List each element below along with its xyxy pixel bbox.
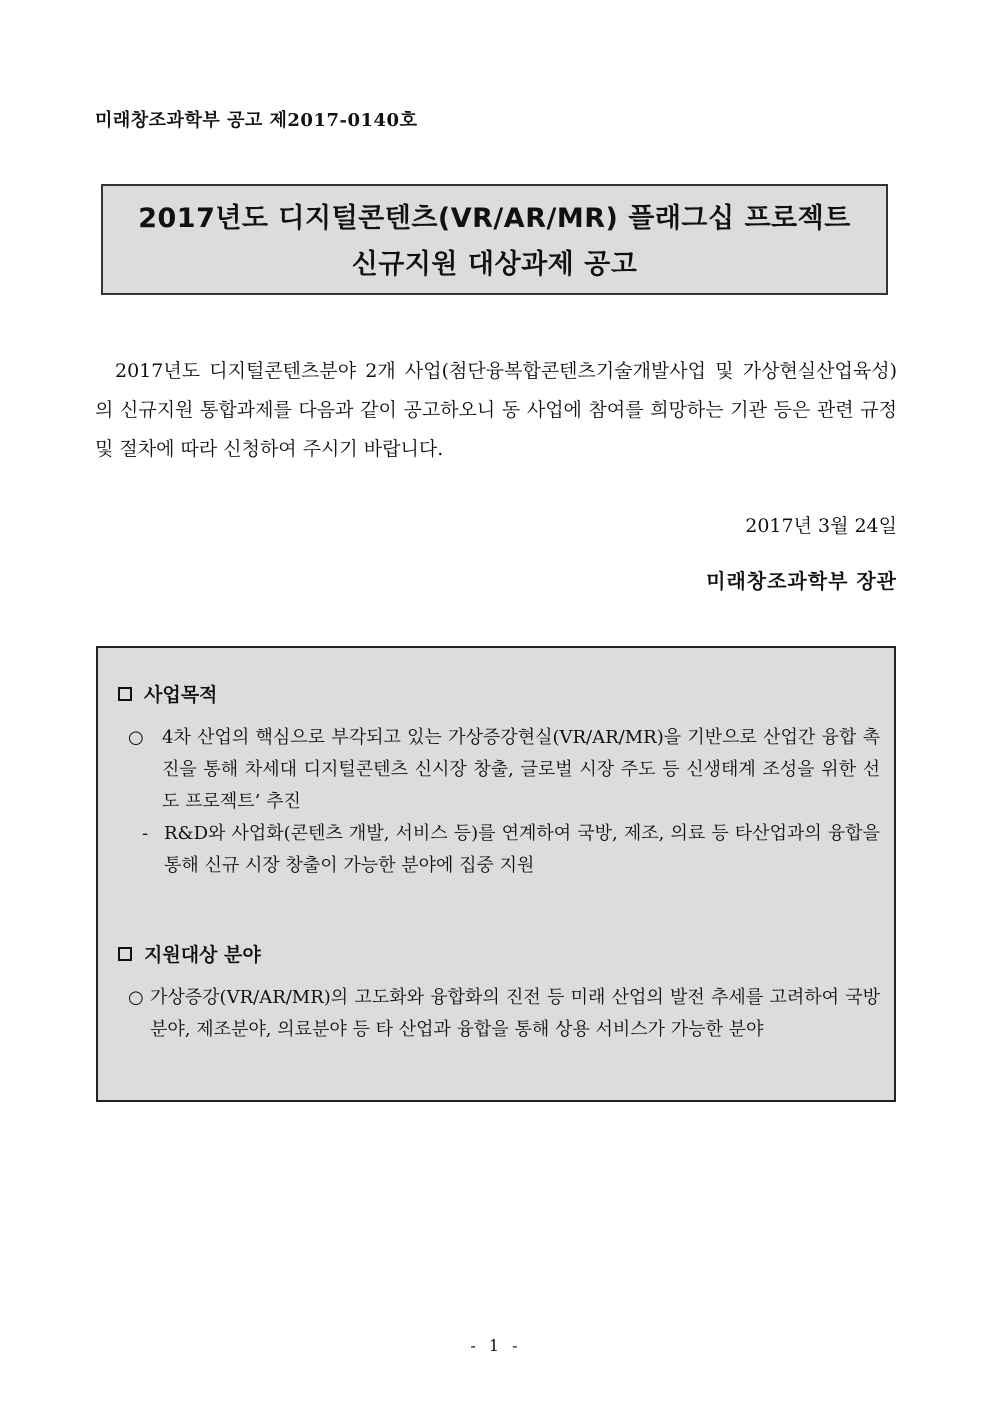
section-heading-purpose (118, 680, 217, 707)
section-heading-target (118, 940, 261, 967)
signer: 미래창조과학부 장관 (706, 569, 897, 593)
target-item (128, 982, 880, 1046)
announcement-date: 2017년 3월 24일 (745, 515, 897, 537)
content-box (96, 646, 896, 1102)
intro-paragraph: 2017년도 디지털콘텐츠분야 2개 사업(첨단융복합콘텐츠기술개발사업 및 가상현실산업육성)의 신규지원 통합과제를 다음과 같이 공고하오니 동 사업에 참여를 희망하는 기관 등은 관련 규정 및 절차에 따라 신청하여 주시기 바랍니다. (95, 360, 897, 460)
circle-bullet-icon: ○ (128, 727, 144, 748)
purpose-item-text: 4차 산업의 핵심으로 부각되고 있는 가상증강현실(VR/AR/MR)을 기반으로 산업간 융합 촉진을 통해 차세대 디지털콘텐츠 신시장 창출, 글로벌 시장 주도 등 신생태계 조성을 위한 선도 프로젝트’ 추진 (162, 727, 880, 812)
checkbox-icon (118, 687, 132, 701)
section-heading-label: 지원대상 분야 (144, 944, 261, 966)
section-heading-label: 사업목적 (144, 684, 218, 706)
checkbox-icon (118, 947, 132, 961)
title-line-1: 2017년도 디지털콘텐츠(VR/AR/MR) 플래그십 프로젝트 (138, 203, 851, 234)
purpose-item (128, 722, 880, 818)
dash-bullet-icon: - (142, 823, 149, 844)
title-line-2: 신규지원 대상과제 공고 (351, 249, 638, 280)
title-box (101, 184, 888, 295)
target-item-text: 가상증강(VR/AR/MR)의 고도화와 융합화의 진전 등 미래 산업의 발전 추세를 고려하여 국방분야, 제조분야, 의료분야 등 타 산업과 융합을 통해 상용 서비스가 가능한 분야 (150, 987, 880, 1040)
page-number: - 1 - (470, 1336, 522, 1355)
purpose-subitem-text: R&D와 사업화(콘텐츠 개발, 서비스 등)를 연계하여 국방, 제조, 의료 등 타산업과의 융합을 통해 신규 시장 창출이 가능한 분야에 집중 지원 (164, 823, 880, 876)
purpose-subitem (142, 818, 880, 882)
circle-bullet-icon: ○ (128, 987, 144, 1008)
announcement-number: 미래창조과학부 공고 제2017-0140호 (95, 110, 418, 131)
